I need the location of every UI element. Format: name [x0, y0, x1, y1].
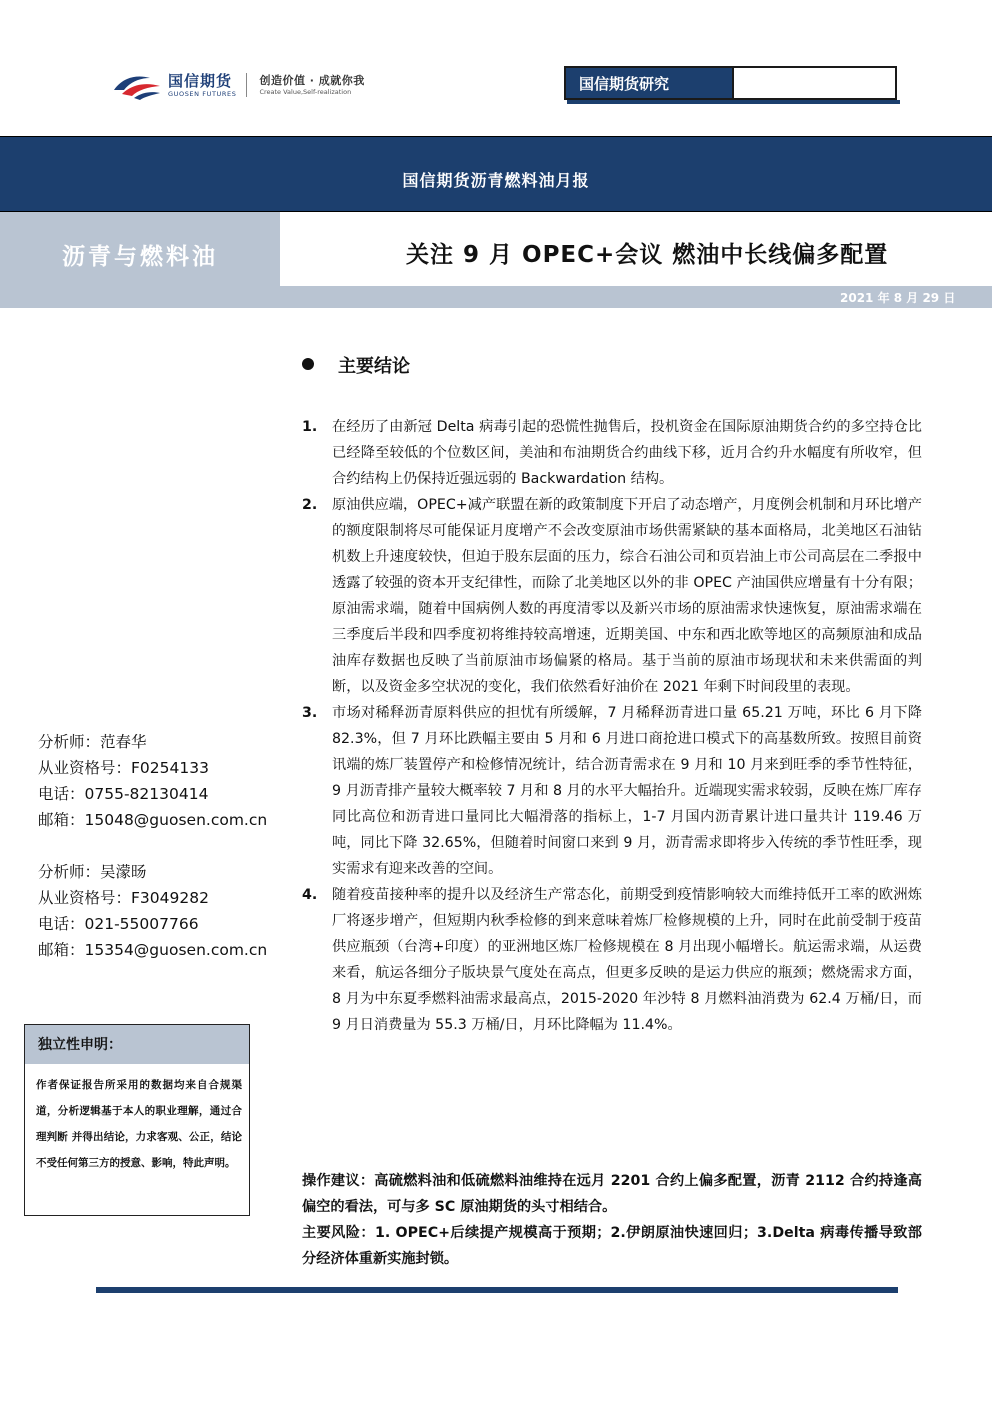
- analyst-phone: 电话：0755-82130414: [38, 785, 209, 803]
- list-item-number: 1.: [302, 419, 318, 435]
- research-value: [732, 68, 895, 98]
- list-item: [302, 414, 922, 492]
- list-item: [302, 492, 922, 700]
- analyst-email: 邮箱：15354@guosen.com.cn: [38, 941, 268, 959]
- slogan-cn: 创造价值 · 成就你我: [259, 73, 365, 87]
- analyst-name: 分析师：范春华: [38, 733, 147, 751]
- logo-divider: [246, 73, 247, 97]
- list-item-text: 原油供应端，OPEC+减产联盟在新的政策制度下开启了动态增产，月度例会机制和月环比增产的额度限制将尽可能保证月度增产不会改变原油市场供需紧缺的基本面格局，北美地区石油钻机数上升速度较快，但迫于股东层面的压力，综合石油公司和页岩油上市公司高层在二季报中透露了较强的资本开支纪律性，而除了北美地区以外的非 OPEC 产油国供应增量有十分有限；原油需求端，随着中国病例人数的再度清零以及新兴市场的原油需求快速恢复，原油需求端在三季度后半段和四季度初将维持较高增速，近期美国、中东和西北欧等地区的高频原油和成品油库存数据也反映了当前原油市场偏紧的格局。基于当前的原油市场现状和未来供需面的判断，以及资金多空状况的变化，我们依然看好油价在 2021 年剩下时间段里的表现。: [332, 497, 922, 695]
- main-risks: 主要风险：1. OPEC+后续提产规模高于预期；2.伊朗原油快速回归；3.Delta 病毒传播导致部分经济体重新实施封锁。: [302, 1225, 922, 1267]
- list-item-number: 4.: [302, 887, 318, 903]
- report-date: 2021 年 8 月 29 日: [840, 291, 956, 305]
- research-box-shadow: [567, 100, 900, 104]
- research-label-box: [564, 66, 897, 100]
- report-category: 沥青与燃料油: [62, 244, 218, 270]
- company-logo: [112, 64, 365, 106]
- list-item-text: 随着疫苗接种率的提升以及经济生产常态化，前期受到疫情影响较大而维持低开工率的欧洲炼厂将逐步增产，但短期内秋季检修的到来意味着炼厂检修规模的上升，同时在此前受制于疫苗供应瓶颈（台湾+印度）的亚洲地区炼厂检修规模在 8 月出现小幅增长。航运需求端，从运费来看，航运各细分子版块景气度处在高点，但更多反映的是运力供应的瓶颈；燃烧需求方面，8 月为中东夏季燃料油需求最高点，2015-2020 年沙特 8 月燃料油消费为 62.4 万桶/日，而 9 月日消费量为 55.3 万桶/日，月环比降幅为 11.4%。: [332, 887, 922, 1033]
- analyst-cert: 从业资格号：F0254133: [38, 759, 209, 777]
- analyst-phone: 电话：021-55007766: [38, 915, 199, 933]
- research-label: 国信期货研究: [566, 68, 732, 98]
- conclusion-list: [302, 414, 922, 1038]
- analyst-name: 分析师：吴濛旸: [38, 863, 147, 881]
- analyst-card: [38, 729, 298, 833]
- footer-rule: [96, 1287, 898, 1293]
- list-item-number: 2.: [302, 497, 318, 513]
- report-series-title: 国信期货沥青燃料油月报: [402, 171, 590, 190]
- slogan-en: Create Value,Self-realization: [259, 87, 352, 96]
- operation-advice: 操作建议：高硫燃料油和低硫燃料油维持在远月 2201 合约上偏多配置，沥青 2112 合约持逢高偏空的看法，可与多 SC 原油期货的头寸相结合。: [302, 1173, 922, 1215]
- analyst-email: 邮箱：15048@guosen.com.cn: [38, 811, 268, 829]
- report-headline: 关注 9 月 OPEC+会议 燃油中长线偏多配置: [406, 242, 889, 268]
- logo-mark-icon: [112, 68, 162, 102]
- list-item-number: 3.: [302, 705, 318, 721]
- logo-name-en: GUOSEN FUTURES: [168, 89, 237, 98]
- logo-name-cn: 国信期货: [168, 71, 233, 90]
- section-bullet-icon: [302, 358, 314, 370]
- section-title: 主要结论: [338, 356, 410, 377]
- disclaimer-text: 作者保证报告所采用的数据均来自合规渠道，分析逻辑基于本人的职业理解，通过合理判断 并得出结论，力求客观、公正，结论不受任何第三方的授意、影响，特此声明。: [36, 1079, 242, 1169]
- list-item-text: 市场对稀释沥青原料供应的担忧有所缓解，7 月稀释沥青进口量 65.21 万吨，环比 6 月下降 82.3%，但 7 月环比跌幅主要由 5 月和 6 月进口商抢进口模式下的高基数所致。按照目前资讯端的炼厂装置停产和检修情况统计，结合沥青需求在 9 月和 10 月来到旺季的季节性特征，9 月沥青排产量较大概率较 7 月和 8 月的水平大幅抬升。近端现实需求较弱，反映在炼厂库存同比高位和沥青进口量同比大幅滑落的指标上，1-7 月国内沥青累计进口量共计 119.46 万吨，同比下降 32.65%，但随着时间窗口来到 9 月，沥青需求即将步入传统的季节性旺季，现实需求有迎来改善的空间。: [332, 705, 922, 877]
- list-item: [302, 700, 922, 882]
- list-item-text: 在经历了由新冠 Delta 病毒引起的恐慌性抛售后，投机资金在国际原油期货合约的多空持仓比已经降至较低的个位数区间，美油和布油期货合约曲线下移，近月合约升水幅度有所收窄，但合约结构上仍保持近强远弱的 Backwardation 结构。: [332, 419, 922, 487]
- list-item: [302, 882, 922, 1038]
- disclaimer-title: 独立性申明：: [38, 1037, 122, 1053]
- analyst-card: [38, 859, 298, 963]
- analyst-cert: 从业资格号：F3049282: [38, 889, 209, 907]
